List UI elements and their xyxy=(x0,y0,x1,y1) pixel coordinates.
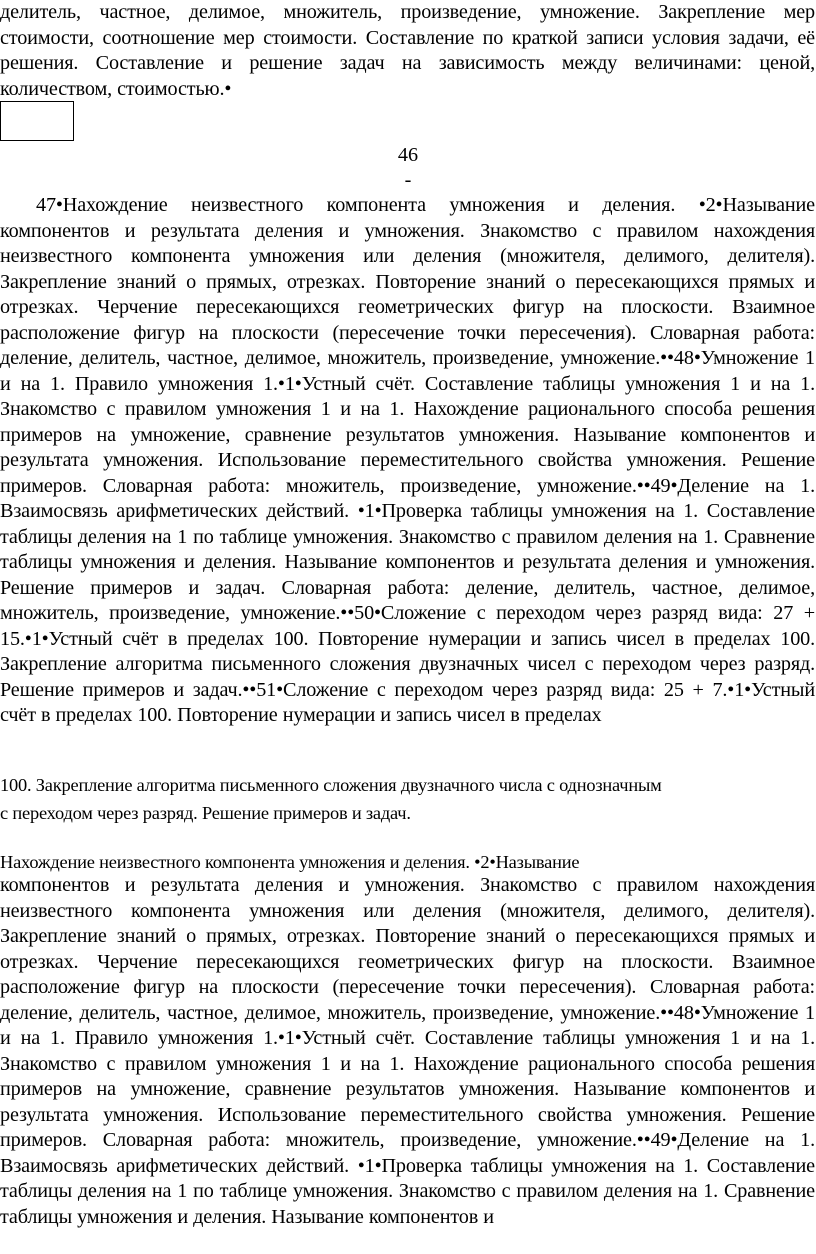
intro-paragraph: делитель, частное, делимое, множитель, произведение, умножение. Закрепление мер стоимости, соотношение мер стоимости. Составление по краткой записи условия задачи, её решения. Составление и решение задач на зависимость между величинами: ценой, количеством, стоимостью.• xyxy=(0,1,815,100)
empty-box xyxy=(0,101,74,141)
page-number-dash: - xyxy=(404,169,412,191)
main-paragraph: 47•Нахождение неизвестного компонента умножения и деления. •2•Называние компонентов и результата деления и умножения. Знакомство с правилом нахождения неизвестного компонента умножения или деления (множителя, делимого, делителя). Закрепление знаний о прямых, отрезках. Повторение знаний о пересекающихся прямых и отрезках. Черчение пересекающихся геометрических фигур на плоскости. Взаимное расположение фигур на плоскости (пересечение точки пересечения). Словарная работа: деление, делитель, частное, делимое, множитель, произведение, умножение.••48•Умножение 1 и на 1. Правило умножения 1.•1•Устный счёт. Составление таблицы умножения 1 и на 1. Знакомство с правилом умножения 1 и на 1. Нахождение рационального способа решения примеров на умножение, сравнение результатов умножения. Называние компонентов и результата умножения. Использование переместительного свойства умножения. Решение примеров. Словарная работа: множитель, произведение, умножение.••49•Деление на 1. Взаимосвязь арифметических действий. •1•Проверка таблицы умножения на 1. Составление таблицы деления на 1 по таблице умножения. Знакомство с правилом деления на 1. Сравнение таблицы умножения и деления. Называние компонентов и результата деления и умножения. Решение примеров и задач. Словарная работа: деление, делитель, частное, делимое, множитель, произведение, умножение.••50•Сложение с переходом через разряд вида: 27 + 15.•1•Устный счёт в пределах 100. Повторение нумерации и запись чисел в пределах 100. Закрепление алгоритма письменного сложения двузначных чисел с переходом через разряд. Решение примеров и задач.••51•Сложение с переходом через разряд вида: 25 + 7.•1•Устный счёт в пределах 100. Повторение нумерации и запись чисел в пределах xyxy=(0,194,815,726)
page-number: 46 xyxy=(397,144,419,166)
tail-line-2: с переходом через разряд. Решение примеров и задач. xyxy=(0,803,411,823)
second-paragraph: компонентов и результата деления и умножения. Знакомство с правилом нахождения неизвестного компонента умножения или деления (множителя, делимого, делителя). Закрепление знаний о прямых, отрезках. Повторение знаний о пересекающихся прямых и отрезках. Черчение пересекающихся геометрических фигур на плоскости. Взаимное расположение фигур на плоскости (пересечение точки пересечения). Словарная работа: деление, делитель, частное, делимое, множитель, произведение, умножение.••48•Умножение 1 и на 1. Правило умножения 1.•1•Устный счёт. Составление таблицы умножения 1 и на 1. Знакомство с правилом умножения 1 и на 1. Нахождение рационального способа решения примеров на умножение, сравнение результатов умножения. Называние компонентов и результата умножения. Использование переместительного свойства умножения. Решение примеров. Словарная работа: множитель, произведение, умножение.••49•Деление на 1. Взаимосвязь арифметических действий. •1•Проверка таблицы умножения на 1. Составление таблицы деления на 1 по таблице умножения. Знакомство с правилом деления на 1. Сравнение таблицы умножения и деления. Называние компонентов и xyxy=(0,874,815,1228)
tail-line-1: 100. Закрепление алгоритма письменного сложения двузначного числа с однозначным xyxy=(0,775,662,795)
second-heading-line: Нахождение неизвестного компонента умножения и деления. •2•Называние xyxy=(0,852,580,872)
